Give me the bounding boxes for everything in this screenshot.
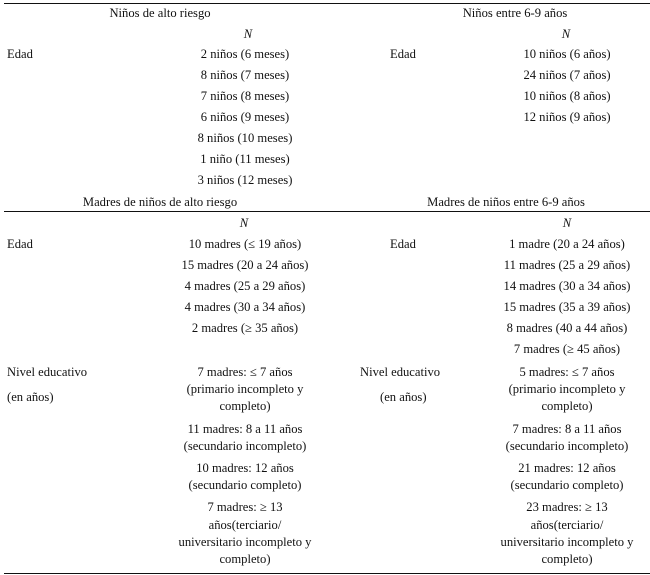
age-count-row: 8 niños (10 meses) bbox=[197, 131, 293, 145]
middle-rule bbox=[4, 211, 650, 212]
education-group-line: (secundario completo) bbox=[188, 478, 302, 493]
education-group-line: 11 madres: 8 a 11 años bbox=[187, 421, 303, 436]
education-group-line: 7 madres: ≥ 13 bbox=[207, 500, 283, 515]
n-header-right: N bbox=[561, 27, 571, 41]
education-unit-right: (en años) bbox=[380, 390, 427, 404]
age-count-row: 6 niños (9 meses) bbox=[200, 110, 290, 124]
education-group-line: (secundario incompleto) bbox=[505, 438, 629, 453]
education-group-line: universitario incompleto y bbox=[500, 534, 634, 549]
age-count-row: 10 niños (6 años) bbox=[523, 47, 611, 61]
age-label-mothers-right: Edad bbox=[390, 237, 416, 251]
education-label-left: Nivel educativo bbox=[7, 365, 88, 379]
mother-age-row: 4 madres (25 a 29 años) bbox=[184, 279, 306, 293]
n-header-right-2: N bbox=[562, 216, 572, 230]
age-label-left: Edad bbox=[7, 47, 33, 61]
mother-age-row: 2 madres (≥ 35 años) bbox=[191, 321, 299, 335]
education-group-line: 7 madres: 8 a 11 años bbox=[512, 421, 622, 436]
mother-age-row: 11 madres (25 a 29 años) bbox=[503, 258, 631, 272]
education-group-line: completo) bbox=[219, 552, 271, 566]
education-group-line: (secundario completo) bbox=[510, 478, 624, 493]
mother-age-row: 8 madres (40 a 44 años) bbox=[506, 321, 628, 335]
age-count-row: 3 niños (12 meses) bbox=[197, 173, 293, 187]
age-count-row: 12 niños (9 años) bbox=[523, 110, 611, 124]
education-group-line: 23 madres: ≥ 13 bbox=[526, 500, 608, 515]
mother-age-row: 15 madres (20 a 24 años) bbox=[181, 258, 309, 272]
education-group-line: 21 madres: 12 años bbox=[518, 461, 616, 475]
age-count-row: 7 niños (8 meses) bbox=[200, 89, 290, 103]
age-count-row: 1 niño (11 meses) bbox=[200, 152, 290, 166]
age-count-row: 8 niños (7 meses) bbox=[200, 68, 290, 82]
education-unit-left: (en años) bbox=[7, 390, 54, 404]
education-group-line: (primario incompleto y bbox=[508, 382, 626, 397]
education-group-line: 7 madres: ≤ 7 años bbox=[197, 365, 293, 379]
heading-mothers-6-9: Madres de niños entre 6-9 años bbox=[427, 195, 585, 209]
age-count-row: 2 niños (6 meses) bbox=[200, 47, 290, 61]
mother-age-row: 7 madres (≥ 45 años) bbox=[513, 342, 621, 356]
mother-age-row: 15 madres (35 a 39 años) bbox=[503, 300, 631, 314]
age-count-row: 24 niños (7 años) bbox=[523, 68, 611, 82]
mother-age-row: 10 madres (≤ 19 años) bbox=[188, 237, 302, 251]
education-group-line: completo) bbox=[541, 399, 593, 414]
heading-children-6-9: Niños entre 6-9 años bbox=[462, 6, 568, 20]
top-rule bbox=[4, 3, 650, 4]
n-header-left-2: N bbox=[239, 216, 249, 230]
education-group-line: (primario incompleto y bbox=[186, 382, 304, 397]
education-group-line: años(terciario/ bbox=[530, 517, 604, 532]
mother-age-row: 14 madres (30 a 34 años) bbox=[503, 279, 631, 293]
age-label-mothers-left: Edad bbox=[7, 237, 33, 251]
mother-age-row: 4 madres (30 a 34 años) bbox=[184, 300, 306, 314]
age-count-row: 10 niños (8 años) bbox=[523, 89, 611, 103]
education-group-line: universitario incompleto y bbox=[178, 534, 312, 549]
mother-age-row: 1 madre (20 a 24 años) bbox=[509, 237, 625, 251]
bottom-rule bbox=[4, 573, 650, 574]
education-group-line: 10 madres: 12 años bbox=[196, 461, 294, 475]
education-group-line: (secundario incompleto) bbox=[183, 438, 307, 453]
education-label-right: Nivel educativo bbox=[360, 365, 441, 379]
heading-high-risk-children: Niños de alto riesgo bbox=[109, 6, 211, 20]
heading-mothers-high-risk: Madres de niños de alto riesgo bbox=[82, 195, 238, 209]
education-group-line: 5 madres: ≤ 7 años bbox=[519, 365, 615, 379]
education-group-line: años(terciario/ bbox=[208, 517, 282, 532]
education-group-line: completo) bbox=[219, 399, 271, 414]
n-header-left: N bbox=[243, 27, 253, 41]
age-label-right: Edad bbox=[390, 47, 416, 61]
education-group-line: completo) bbox=[541, 552, 593, 566]
